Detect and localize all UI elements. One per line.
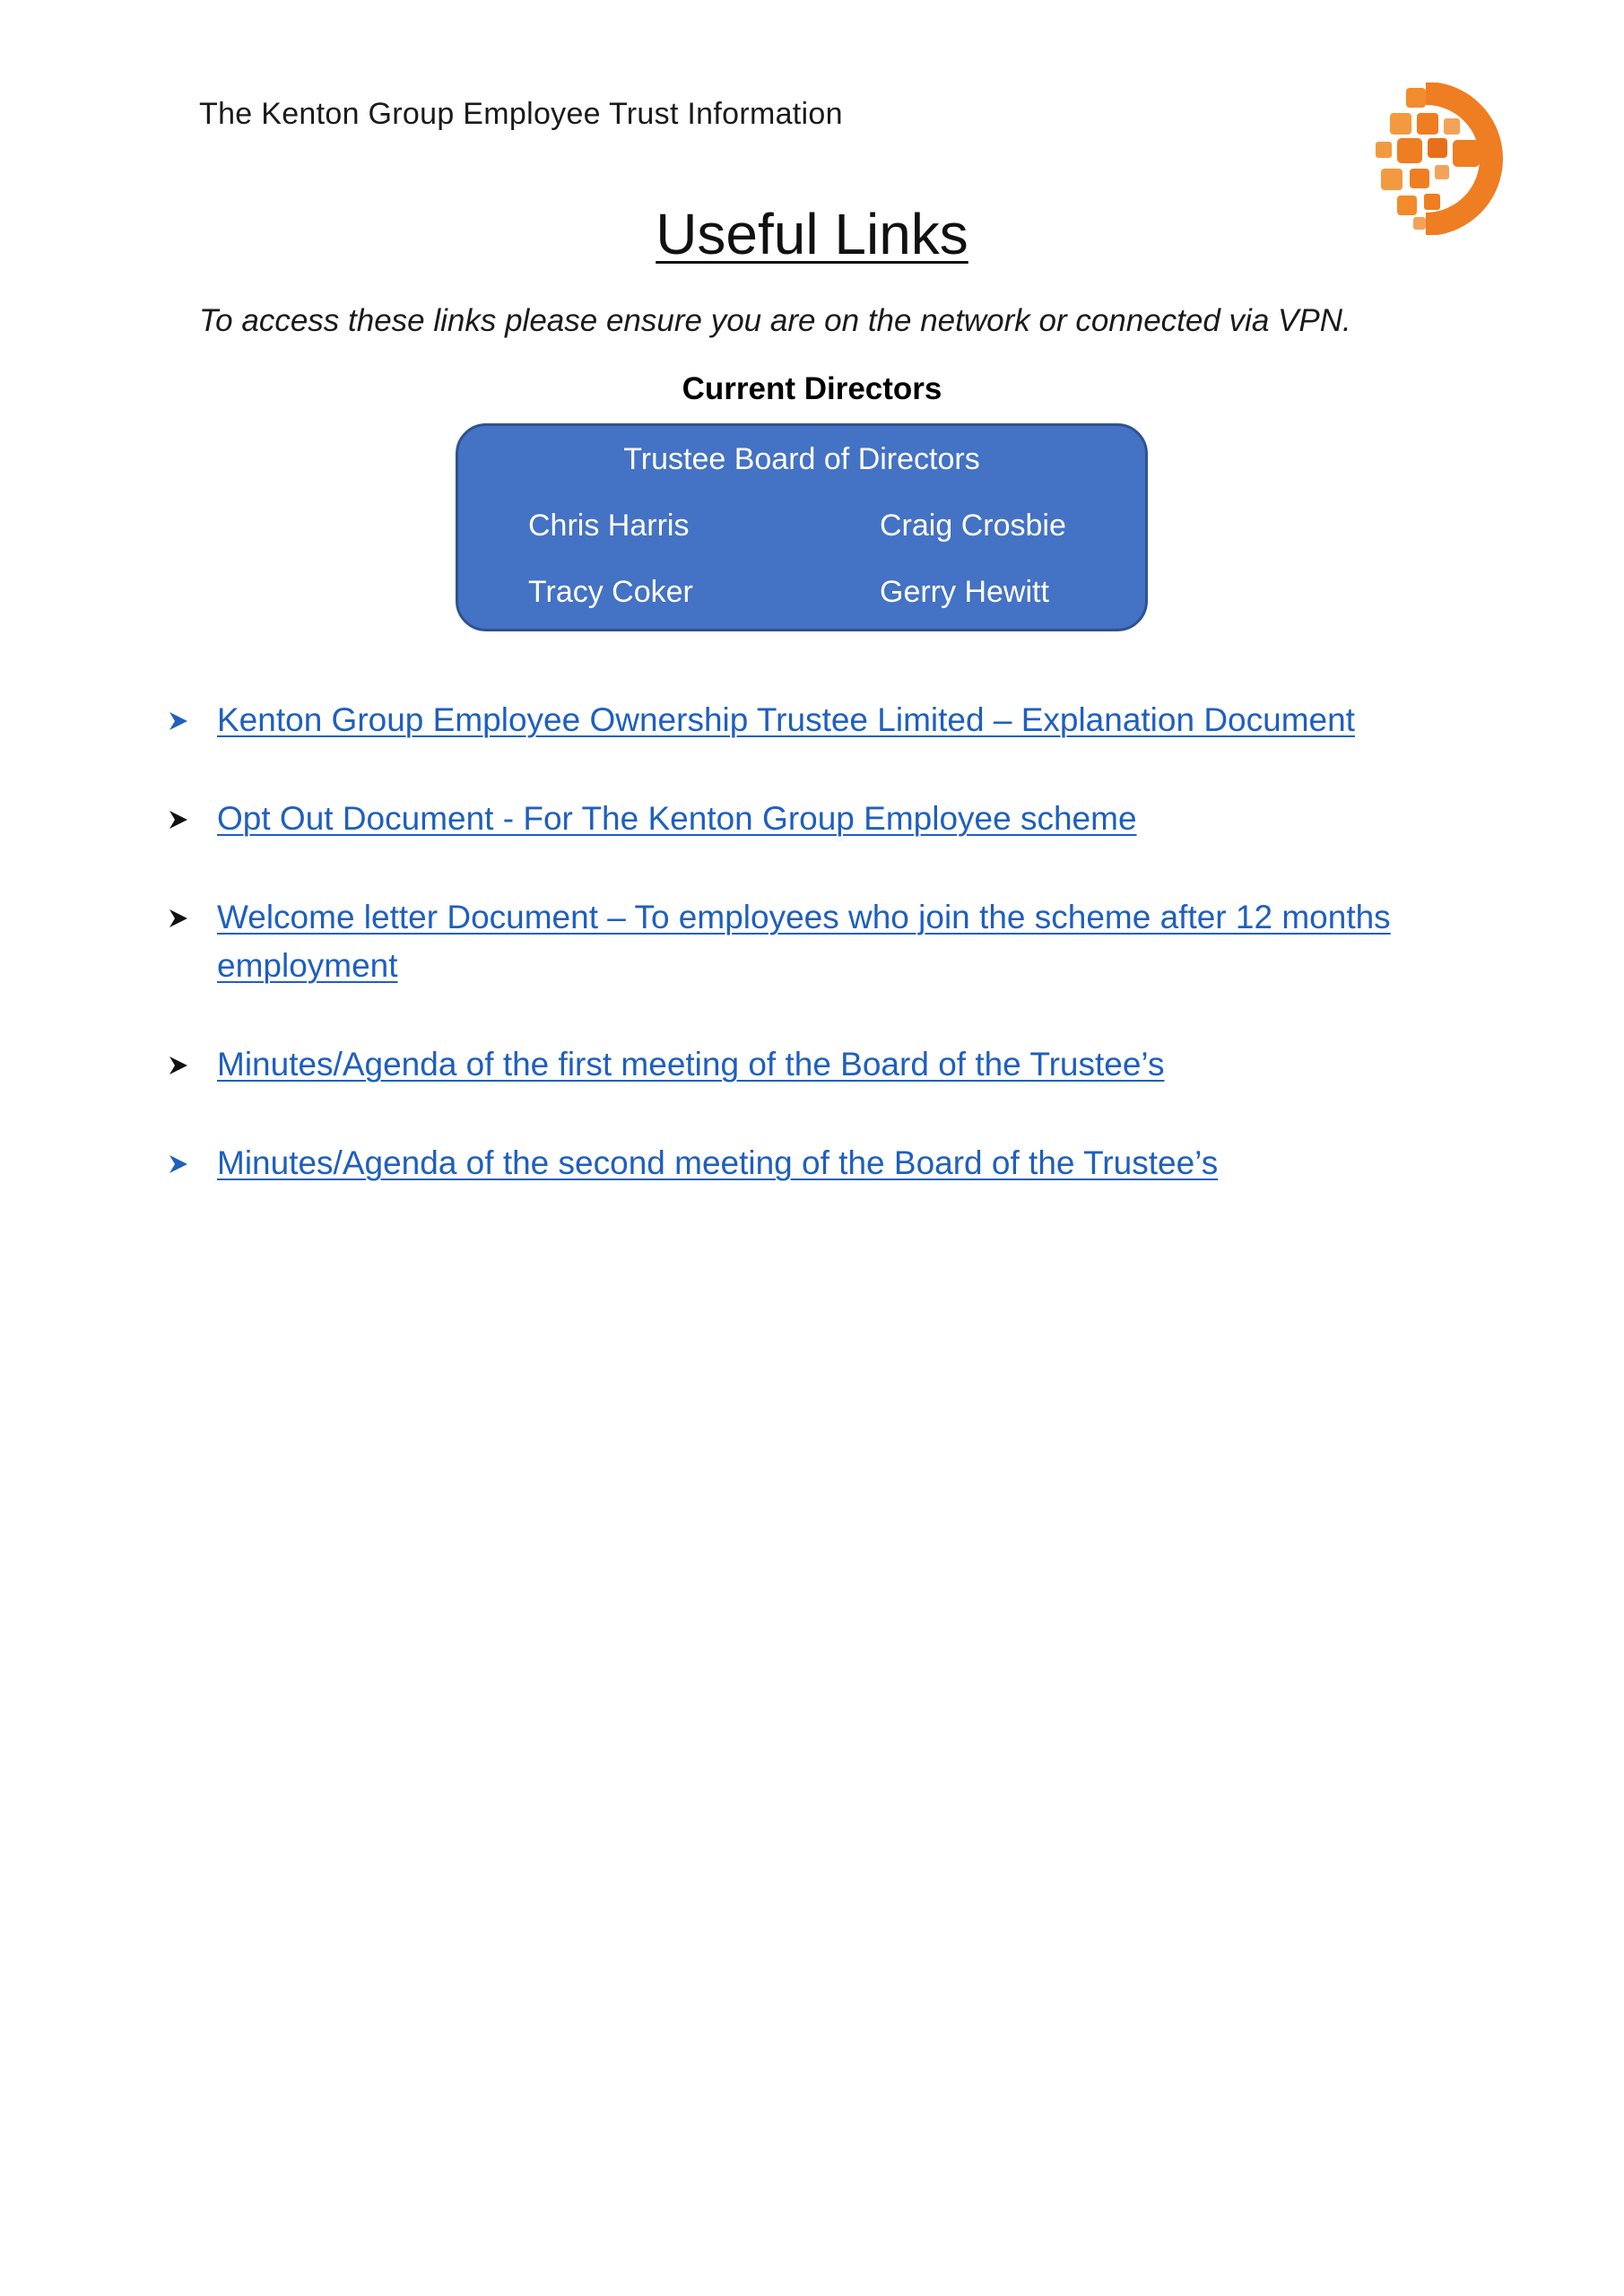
board-of-directors-box: [456, 423, 1148, 631]
list-item: [167, 1040, 1530, 1089]
arrowhead-bullet-icon: [169, 795, 192, 843]
list-item: [167, 795, 1530, 843]
list-item: [167, 1139, 1530, 1187]
useful-links-list: [167, 696, 1530, 1238]
director-name: Gerry Hewitt: [880, 575, 1049, 609]
list-item: [167, 893, 1530, 990]
page-title: Useful Links: [656, 202, 968, 266]
arrowhead-bullet-icon: [169, 1139, 192, 1187]
director-name: Chris Harris: [528, 509, 690, 543]
network-notice: To access these links please ensure you are on the network or connected via VPN.: [199, 303, 1351, 338]
link-welcome-letter-document[interactable]: Welcome letter Document – To employees who join the scheme after 12 months employment: [217, 899, 1391, 984]
director-name: Craig Crosbie: [880, 509, 1066, 543]
arrowhead-bullet-icon: [169, 696, 192, 744]
link-second-meeting-minutes[interactable]: Minutes/Agenda of the second meeting of the Board of the Trustee’s: [217, 1144, 1219, 1181]
directors-heading: Current Directors: [682, 371, 942, 406]
board-title: Trustee Board of Directors: [623, 442, 980, 476]
link-opt-out-document[interactable]: Opt Out Document - For The Kenton Group Employee scheme: [217, 800, 1137, 837]
director-name: Tracy Coker: [528, 575, 693, 609]
arrowhead-bullet-icon: [169, 1040, 192, 1089]
list-item: [167, 696, 1530, 744]
arrowhead-bullet-icon: [169, 893, 192, 942]
link-explanation-document[interactable]: Kenton Group Employee Ownership Trustee Limited – Explanation Document: [217, 701, 1355, 738]
link-first-meeting-minutes[interactable]: Minutes/Agenda of the first meeting of the Board of the Trustee’s: [217, 1046, 1165, 1083]
header-title: The Kenton Group Employee Trust Information: [199, 97, 843, 131]
